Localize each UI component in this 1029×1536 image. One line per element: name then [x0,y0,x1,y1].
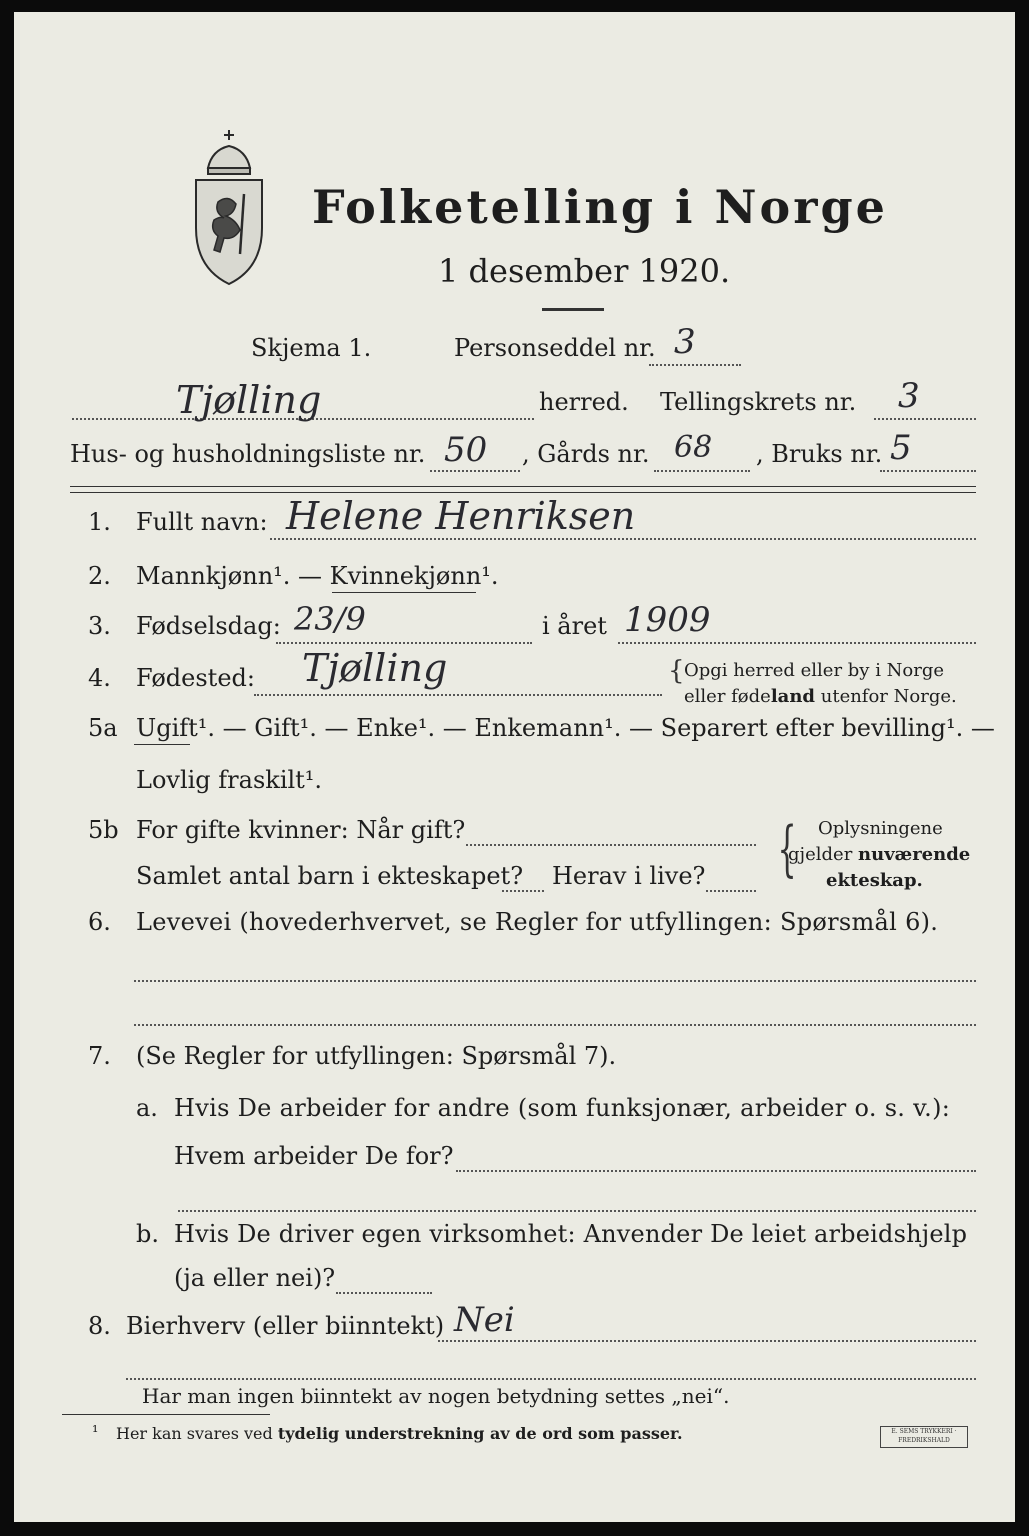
q4-blank [254,694,662,696]
gards-label: , Gårds nr. [522,440,650,468]
gards-blank [654,470,750,472]
q3-label: Fødselsdag: [136,612,281,640]
footnote-number: ¹ [92,1422,99,1441]
q4-note-line2 [684,686,957,707]
printer-stamp: E. SEMS TRYKKERI · FREDRIKSHALD [880,1426,968,1448]
personseddel-value: 3 [674,322,696,362]
footnote-text [116,1424,683,1443]
q3-number: 3. [88,612,111,640]
q5b-note-line2-bold: nuværende [858,844,971,865]
q5b-line2b: Herav i live? [552,862,706,890]
herred-label: herred. [539,388,629,416]
q5b-number: 5b [88,816,119,844]
footnote-rule [62,1414,270,1415]
header-rule-top [70,486,976,487]
tellingskrets-blank [874,418,976,420]
q3-year-value: 1909 [624,600,711,640]
gards-value: 68 [674,430,713,465]
q5b-line2: Samlet antal barn i ekteskapet? [136,862,524,890]
q7b-number: b. [136,1220,159,1248]
q2-number: 2. [88,562,111,590]
personseddel-label: Personseddel nr. [454,334,656,362]
q8-label: Bierhverv (eller biinntekt) [126,1312,445,1340]
q2-label: Mannkjønn¹. — Kvinnekjønn¹. [136,562,499,590]
q6-label: Levevei (hovederhvervet, se Regler for utfyllingen: Spørsmål 6). [136,908,939,936]
q3-year-label: i året [542,612,607,640]
hus-blank [430,470,520,472]
footnote-text-pre: Her kan svares ved [116,1424,278,1443]
q7a-line1: Hvis De arbeider for andre (som funksjonær, arbeider o. s. v.): [174,1094,951,1122]
q1-number: 1. [88,508,111,536]
q4-note-line1: Opgi herred eller by i Norge [684,660,945,681]
q1-value: Helene Henriksen [286,494,636,538]
q7b-blank [336,1292,432,1294]
form-date: 1 desember 1920. [438,252,731,290]
q5b-note-line3: ekteskap. [826,870,923,891]
q3-value: 23/9 [294,600,366,638]
tellingskrets-value: 3 [898,376,920,416]
q1-label: Fullt navn: [136,508,268,536]
q5b-line1-blank [466,844,756,846]
q5b-note-line2-pre: gjelder [788,844,859,865]
q8-value: Nei [454,1300,515,1340]
q8-blank [438,1340,976,1342]
q7-label: (Se Regler for utfyllingen: Spørsmål 7). [136,1042,617,1070]
q7-number: 7. [88,1042,111,1070]
q6-blank-1 [134,980,976,982]
q6-number: 6. [88,908,111,936]
personseddel-blank [649,364,741,366]
tellingskrets-label: Tellingskrets nr. [660,388,857,416]
q4-label: Fødested: [136,664,255,692]
header-rule-bottom [70,492,976,493]
hus-label: Hus- og husholdningsliste nr. [70,440,426,468]
q7a-blank-2 [178,1210,976,1212]
q8-number: 8. [88,1312,111,1340]
q5a-number: 5a [88,714,118,742]
q5b-note-line1: Oplysningene [818,818,943,839]
q4-value: Tjølling [302,646,448,690]
bruks-value: 5 [890,428,912,468]
q5a-line2: Lovlig fraskilt¹. [136,766,323,794]
q7a-blank-1 [456,1170,976,1172]
q4-note-line2-bold: land [770,686,816,707]
q3-blank [276,642,532,644]
q3-year-blank [618,642,976,644]
herred-value: Tjølling [176,378,322,422]
skjema-label: Skjema 1. [251,334,372,362]
hus-value: 50 [444,430,488,470]
q7b-line1: Hvis De driver egen virksomhet: Anvender De leiet arbeidshjelp [174,1220,968,1248]
q5b-line1: For gifte kvinner: Når gift? [136,816,466,844]
q4-note-line2-pre: eller føde [684,686,771,707]
q4-number: 4. [88,664,111,692]
q4-note-line2-post: utenfor Norge. [815,686,957,707]
q7a-number: a. [136,1094,158,1122]
q1-blank [270,538,976,540]
q5b-note-brace: { [777,814,797,884]
title-divider [542,308,604,311]
form-title: Folketelling i Norge [312,180,888,234]
bruks-label: , Bruks nr. [756,440,883,468]
coat-of-arms-icon [186,124,272,289]
q4-note-brace: { [668,656,685,686]
q7a-line2: Hvem arbeider De for? [174,1142,454,1170]
q5b-line2-blank [502,890,544,892]
q7b-line2: (ja eller nei)? [174,1264,336,1292]
footer-note: Har man ingen biinntekt av nogen betydning settes „nei“. [142,1384,730,1408]
q8-blank-2 [126,1378,976,1380]
census-form [14,12,1015,1522]
q5a-underline [134,744,190,745]
q5b-line2b-blank [706,890,756,892]
q5a-line1: Ugift¹. — Gift¹. — Enke¹. — Enkemann¹. — Separert efter bevilling¹. — [136,714,995,742]
bruks-blank [880,470,976,472]
q2-underline [332,592,476,593]
q5b-note-line2 [788,844,970,865]
q6-blank-2 [134,1024,976,1026]
footnote-text-bold: tydelig understrekning av de ord som passer. [277,1424,683,1443]
